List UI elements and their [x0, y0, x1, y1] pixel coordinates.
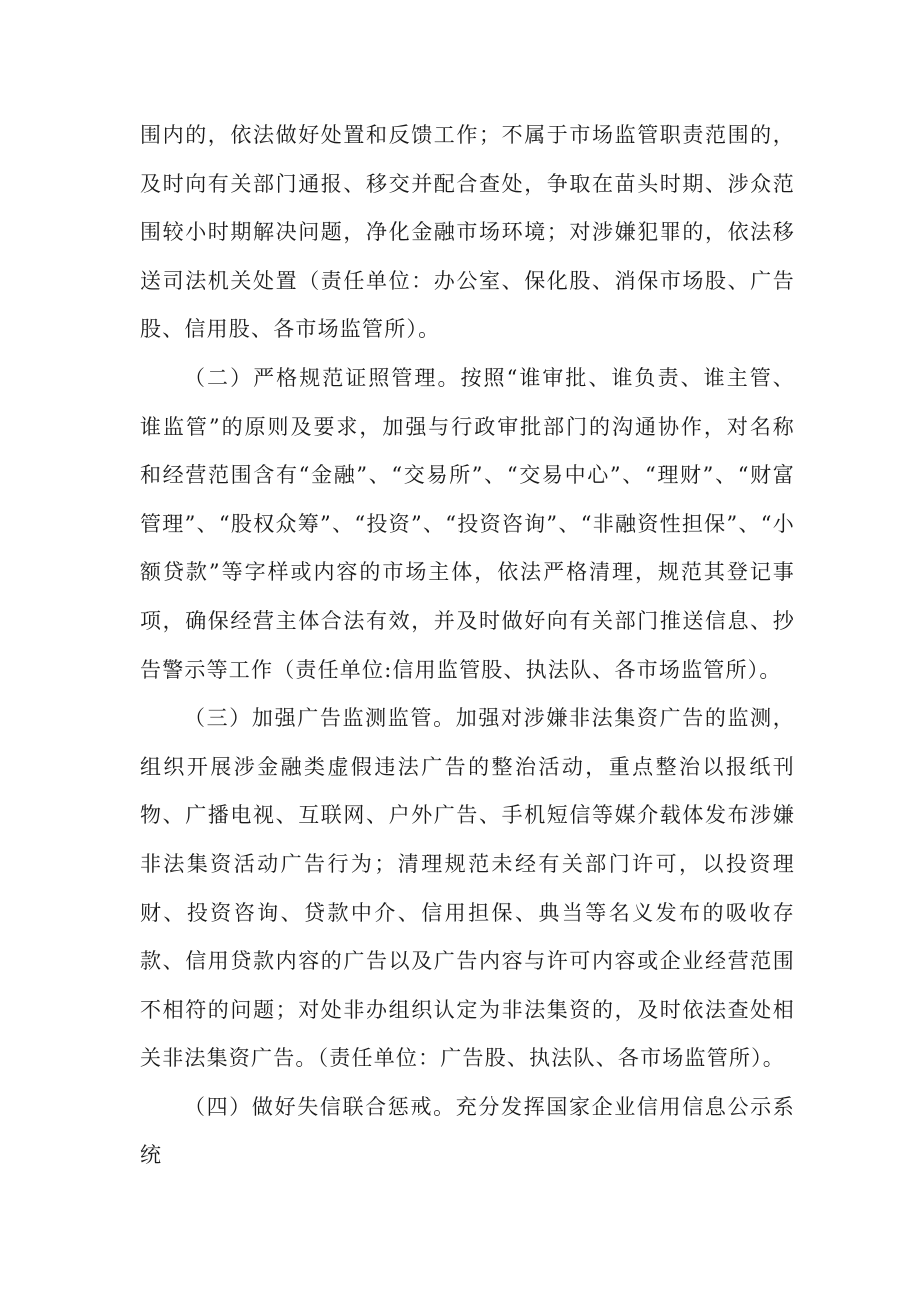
paragraph-license-management: （二）严格规范证照管理。按照“谁审批、谁负责、谁主管、谁监管”的原则及要求，加强与行政审批部门的沟通协作，对名称和经营范围含有“金融”、“交易所”、“交易中心”、“理财”、“财富管理”、“股权众筹”、“投资”、“投资咨询”、“非融资性担保”、“小额贷款”等字样或内容的市场主体，依法严格清理，规范其登记事项，确保经营主体合法有效，并及时做好向有关部门推送信息、抄告警示等工作（责任单位:信用监管股、执法队、各市场监管所）。 — [140, 365, 795, 682]
document-page — [140, 111, 795, 1180]
paragraph-advertising-monitoring: （三）加强广告监测监管。加强对涉嫌非法集资广告的监测，组织开展涉金融类虚假违法广告的整治活动，重点整治以报纸刊物、广播电视、互联网、户外广告、手机短信等媒介载体发布涉嫌非法集资活动广告行为；清理规范未经有关部门许可，以投资理财、投资咨询、贷款中介、信用担保、典当等名义发布的吸收存款、信用贷款内容的广告以及广告内容与许可内容或企业经营范围不相符的问题；对处非办组织认定为非法集资的，及时依法查处相关非法集资广告。（责任单位：广告股、执法队、各市场监管所）。 — [140, 706, 795, 1071]
paragraph-continuation: 围内的，依法做好处置和反馈工作；不属于市场监管职责范围的，及时向有关部门通报、移交并配合查处，争取在苗头时期、涉众范围较小时期解决问题，净化金融市场环境；对涉嫌犯罪的，依法移送司法机关处置（责任单位：办公室、保化股、消保市场股、广告股、信用股、各市场监管所）。 — [140, 123, 795, 342]
paragraph-credit-discipline: （四）做好失信联合惩戒。充分发挥国家企业信用信息公示系统 — [140, 1094, 795, 1168]
